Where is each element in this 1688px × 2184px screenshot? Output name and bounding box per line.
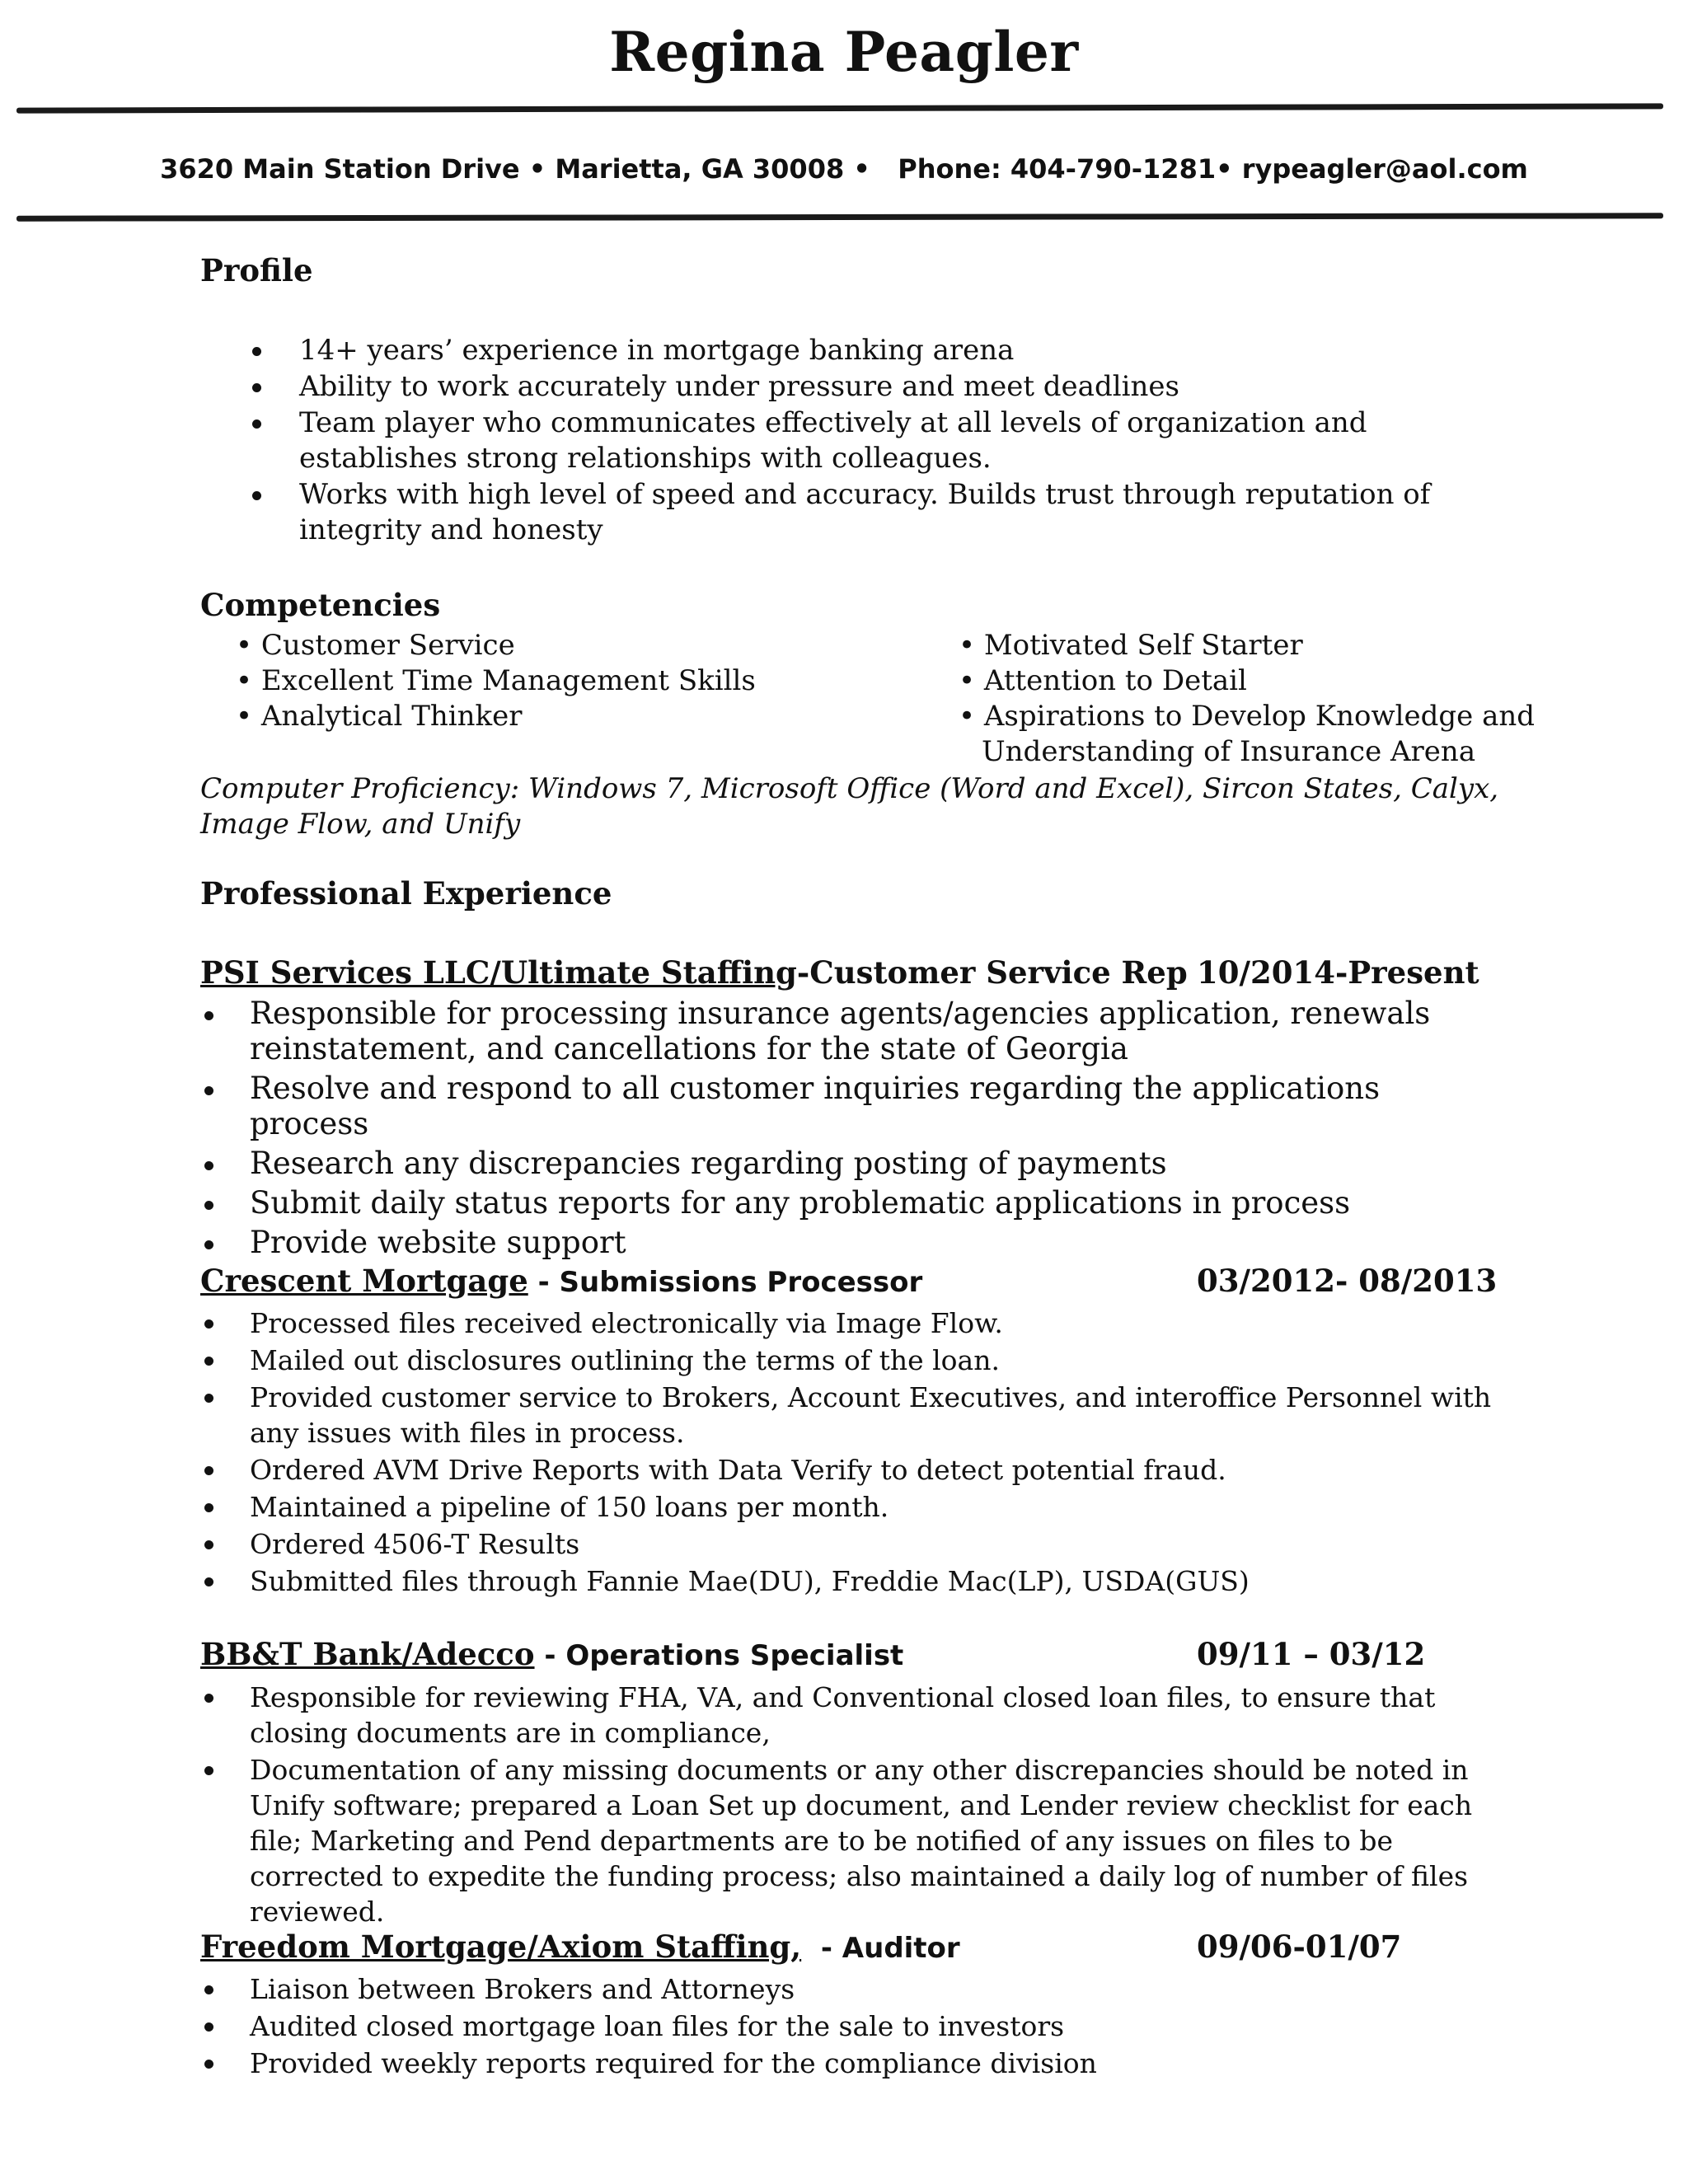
candidate-name: Regina Peagler <box>609 20 1079 84</box>
profile-heading: Profile <box>200 252 313 288</box>
job-heading <box>200 1929 960 1965</box>
job-duties <box>200 996 1486 1260</box>
bullet-icon <box>204 1161 213 1170</box>
contact-separator: • <box>528 153 546 185</box>
contact-separator: • <box>853 153 870 185</box>
job-duties <box>200 1680 1486 1929</box>
job-role: - Operations Specialist <box>534 1639 904 1672</box>
header-rule-bottom <box>16 213 1663 221</box>
competency-item-continued: Understanding of Insurance Arena <box>982 735 1476 768</box>
contact-address: 3620 Main Station Drive <box>160 153 520 185</box>
profile-list <box>200 333 1486 548</box>
company-name: Freedom Mortgage/Axiom Staffing, <box>200 1929 802 1965</box>
job-duties <box>200 1305 1519 1599</box>
contact-city: Marietta, GA 30008 <box>555 153 845 185</box>
contact-separator: • <box>1216 153 1233 185</box>
list-item: Ability to work accurately under pressure and meet deadlines <box>200 369 1486 405</box>
bullet-icon <box>204 1694 213 1703</box>
bullet-icon <box>204 1240 213 1249</box>
list-item: Processed files received electronically via Image Flow. <box>200 1305 1519 1341</box>
bullet-icon <box>204 1985 213 1994</box>
bullet-icon <box>204 1503 213 1512</box>
competency-item: • Excellent Time Management Skills <box>236 664 756 697</box>
list-item: Team player who communicates effectively at all levels of organization and establishes strong relationships with colleagues. <box>200 405 1486 476</box>
job-heading <box>200 954 1188 991</box>
bullet-icon <box>252 347 261 356</box>
job-heading <box>200 1263 922 1299</box>
job-role: - Auditor <box>801 1932 960 1965</box>
list-item: Research any discrepancies regarding posting of payments <box>200 1146 1486 1181</box>
bullet-icon <box>204 1201 213 1210</box>
competency-item: • Aspirations to Develop Knowledge and <box>959 700 1536 733</box>
list-item: Ordered AVM Drive Reports with Data Verify to detect potential fraud. <box>200 1452 1519 1488</box>
competencies-left <box>236 628 756 734</box>
bullet-icon <box>252 491 261 500</box>
job-dates: 10/2014-Present <box>1197 954 1479 991</box>
bullet-icon <box>204 2022 213 2032</box>
job-role: -Customer Service Rep <box>796 954 1188 991</box>
job-dates: 09/06-01/07 <box>1197 1929 1402 1965</box>
list-item: Responsible for reviewing FHA, VA, and Conventional closed loan files, to ensure that closing documents are in compliance, <box>200 1680 1486 1750</box>
list-item: Mailed out disclosures outlining the terms of the loan. <box>200 1343 1519 1378</box>
competency-item: • Attention to Detail <box>959 664 1247 697</box>
list-item: Liaison between Brokers and Attorneys <box>200 1971 1486 2007</box>
list-item: Provide website support <box>200 1225 1486 1260</box>
list-item: 14+ years’ experience in mortgage banking arena <box>200 333 1486 368</box>
job-heading <box>200 1636 903 1672</box>
list-item: Maintained a pipeline of 150 loans per month. <box>200 1489 1519 1525</box>
list-item: Responsible for processing insurance agents/agencies application, renewals reinstatement, and cancellations for the state of Georgia <box>200 996 1486 1066</box>
list-item: Submitted files through Fannie Mae(DU), Freddie Mac(LP), USDA(GUS) <box>200 1563 1519 1599</box>
list-item: Provided weekly reports required for the compliance division <box>200 2046 1486 2081</box>
company-name: PSI Services LLC/Ultimate Staffing <box>200 954 797 991</box>
bullet-icon <box>204 1011 213 1020</box>
job-dates: 09/11 – 03/12 <box>1197 1636 1426 1672</box>
bullet-icon <box>204 1540 213 1549</box>
competency-item: • Analytical Thinker <box>236 700 523 733</box>
contact-email: rypeagler@aol.com <box>1241 153 1528 185</box>
competency-item: • Motivated Self Starter <box>959 629 1303 662</box>
list-item: Ordered 4506-T Results <box>200 1526 1519 1562</box>
job-duties <box>200 1971 1486 2081</box>
list-item: Submit daily status reports for any problematic applications in process <box>200 1185 1486 1221</box>
header-rule-top <box>16 103 1663 113</box>
competencies-right <box>959 628 1535 770</box>
competency-item: • Customer Service <box>236 629 515 662</box>
list-item: Audited closed mortgage loan files for the sale to investors <box>200 2008 1486 2044</box>
bullet-icon <box>204 1466 213 1475</box>
job-role: - Submissions Processor <box>528 1266 923 1299</box>
bullet-icon <box>204 1086 213 1095</box>
bullet-icon <box>252 383 261 392</box>
bullet-icon <box>204 1357 213 1366</box>
bullet-icon <box>204 1394 213 1403</box>
experience-heading: Professional Experience <box>200 875 612 912</box>
bullet-icon <box>204 1577 213 1586</box>
bullet-icon <box>204 1319 213 1329</box>
list-item: Provided customer service to Brokers, Account Executives, and interoffice Personnel with any issues with files in process. <box>200 1380 1519 1451</box>
bullet-icon <box>204 1766 213 1775</box>
bullet-icon <box>204 2060 213 2069</box>
list-item: Documentation of any missing documents or any other discrepancies should be noted in Unify software; prepared a Loan Set up document, and Lender review checklist for each file; Marketing and Pend departments are to be notified of any issues on files to be corrected to expedite the funding process; also maintained a daily log of number of files reviewed. <box>200 1752 1486 1929</box>
computer-proficiency: Computer Proficiency: Windows 7, Microsoft Office (Word and Excel), Sircon States, Calyx, Image Flow, and Unify <box>200 772 1499 841</box>
bullet-icon <box>252 419 261 429</box>
job-dates: 03/2012- 08/2013 <box>1197 1263 1498 1299</box>
contact-line <box>0 153 1688 185</box>
contact-phone: Phone: 404-790-1281 <box>898 153 1217 185</box>
company-name: Crescent Mortgage <box>200 1263 528 1299</box>
list-item: Resolve and respond to all customer inquiries regarding the applications process <box>200 1071 1486 1141</box>
list-item: Works with high level of speed and accuracy. Builds trust through reputation of integrity and honesty <box>200 477 1486 548</box>
company-name: BB&T Bank/Adecco <box>200 1636 535 1672</box>
competencies-heading: Competencies <box>200 587 441 623</box>
